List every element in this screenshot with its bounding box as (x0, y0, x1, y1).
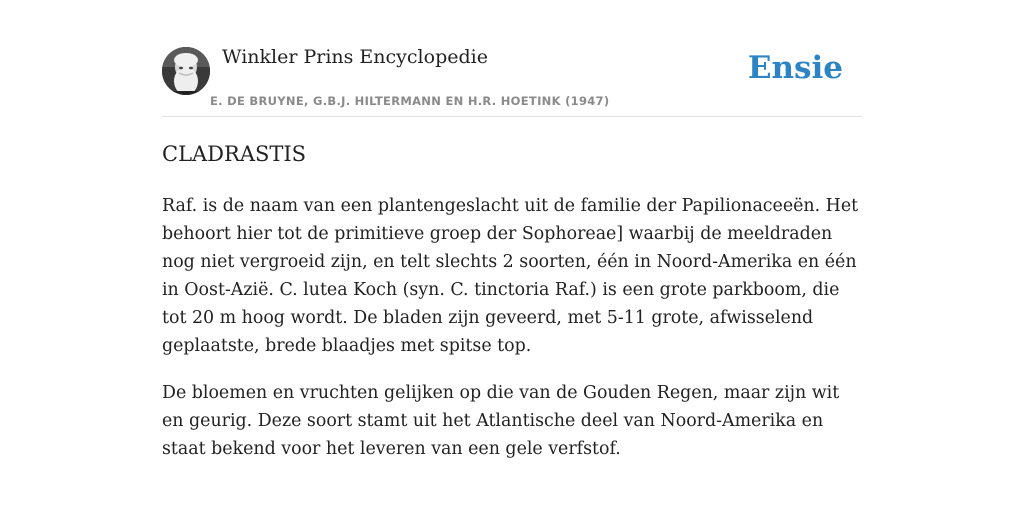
paragraph: Raf. is de naam van een plantengeslacht uit de familie der Papilionaceeën. Het behoort hier tot de primitieve groep der Sophoreae] waarbij de meeldraden nog niet vergroeid zijn, en telt slechts 2 soorten, één in Noord-Amerika en één in Oost-Azië. C. lutea Koch (syn. C. tinctoria Raf.) is een grote parkboom, die tot 20 m hoog wordt. De bladen zijn geveerd, met 5-11 grote, afwisselend geplaatste, brede blaadjes met spitse top. (162, 196, 859, 356)
content-container (162, 0, 862, 459)
encyclopedia-title[interactable]: Winkler Prins Encyclopedie (222, 46, 488, 68)
site-logo[interactable]: Ensie (747, 50, 843, 86)
header (162, 0, 862, 117)
entry-body (162, 192, 864, 482)
paragraph: De bloemen en vruchten gelijken op die van de Gouden Regen, maar zijn wit en geurig. Deze soort stamt uit het Atlantische deel van Noord-Amerika en staat bekend voor het leveren van een gele verfstof. (162, 383, 840, 459)
authors-line: E. DE BRUYNE, G.B.J. HILTERMANN EN H.R. HOETINK (1947) (210, 94, 610, 108)
portrait-icon[interactable] (162, 47, 210, 95)
entry-title: CLADRASTIS (162, 142, 307, 166)
